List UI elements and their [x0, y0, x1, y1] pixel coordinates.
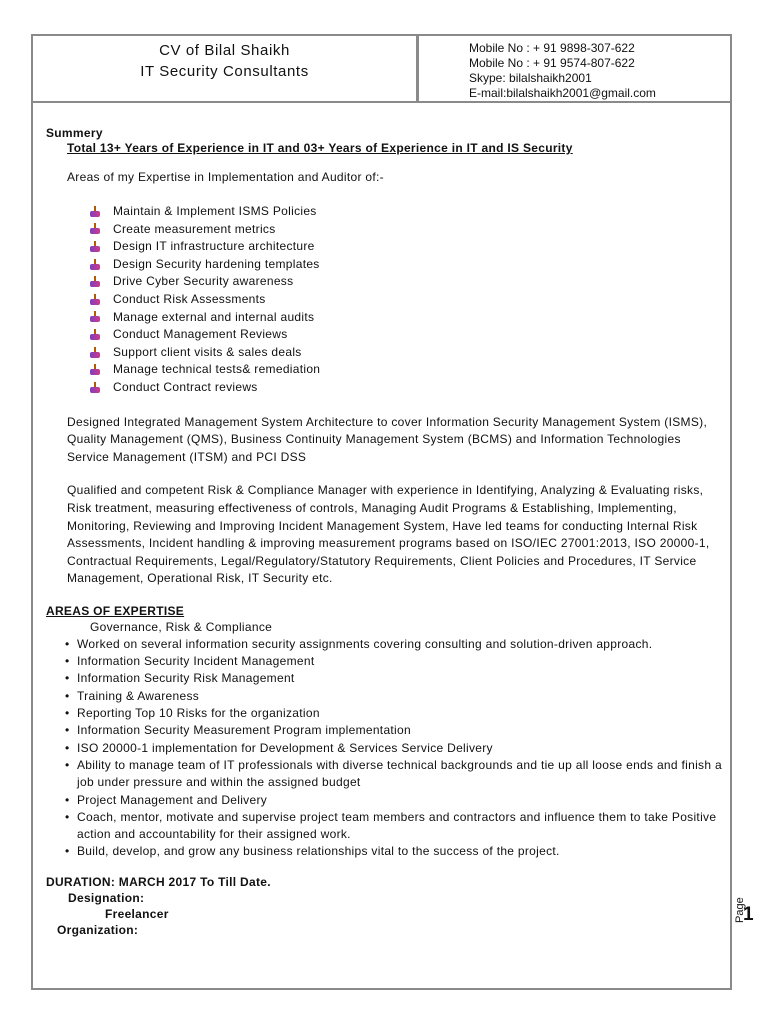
duration-line: DURATION: MARCH 2017 To Till Date.: [46, 874, 271, 889]
pushpin-icon: [89, 276, 102, 288]
designation-value: Freelancer: [105, 906, 169, 921]
list-item: Design Security hardening templates: [89, 256, 726, 274]
pushpin-icon: [89, 382, 102, 394]
pushpin-icon: [89, 347, 102, 359]
cv-body: [46, 126, 726, 939]
contact-mobile-2: Mobile No : + 91 9574-807-622: [469, 56, 635, 70]
list-item: • Worked on several information security assignments covering consulting and solution-driven approach.: [65, 636, 726, 653]
organization-label: Organization:: [57, 922, 139, 937]
list-item: Conduct Risk Assessments: [89, 291, 726, 309]
summary-headline: Total 13+ Years of Experience in IT and 03+ Years of Experience in IT and IS Security: [67, 141, 573, 155]
list-item: Conduct Contract reviews: [89, 379, 726, 397]
expertise-subheading: Governance, Risk & Compliance: [90, 619, 273, 634]
list-item: • Training & Awareness: [65, 688, 726, 705]
expertise-bullet-list: [89, 203, 726, 397]
list-item: Drive Cyber Security awareness: [89, 273, 726, 291]
list-item: Manage external and internal audits: [89, 309, 726, 327]
header-divider: [416, 34, 419, 103]
list-item: • Information Security Incident Management: [65, 653, 726, 670]
pushpin-icon: [89, 206, 102, 218]
list-item: • Project Management and Delivery: [65, 792, 726, 809]
pushpin-icon: [89, 294, 102, 306]
pushpin-icon: [89, 329, 102, 341]
pushpin-icon: [89, 364, 102, 376]
areas-intro: Areas of my Expertise in Implementation and Auditor of:-: [67, 170, 384, 184]
page-number: 1: [743, 904, 754, 925]
list-item: Design IT infrastructure architecture: [89, 238, 726, 256]
list-item: • ISO 20000-1 implementation for Development & Services Service Delivery: [65, 740, 726, 757]
page-word: Page: [734, 897, 746, 923]
summary-paragraph-risk: Qualified and competent Risk & Compliance Manager with experience in Identifying, Analyzing & Evaluating risks, Risk treatment, measuring effectiveness of controls, Managing Audit Programs & Establishing, Implementing, Monitoring, Reviewing and Improving Incident Management System, Have led teams for conducting Internal Risk Assessments, Incident handling & improving measurement programs based on ISO/IEC 27001:2013, ISO 20000-1, Contractual Requirements, Legal/Regulatory/Statutory Requirements, Client Policies and Procedures, IT Service Management, Operational Risk, IT Security etc.: [67, 483, 710, 586]
areas-of-expertise-heading: AREAS OF EXPERTISE: [46, 603, 185, 618]
list-item: • Information Security Measurement Program implementation: [65, 722, 726, 739]
contact-mobile-1: Mobile No : + 91 9898-307-622: [469, 41, 635, 55]
list-item: Support client visits & sales deals: [89, 344, 726, 362]
contact-info: [469, 41, 656, 101]
list-item: Create measurement metrics: [89, 221, 726, 239]
list-item: Manage technical tests& remediation: [89, 361, 726, 379]
cv-title-role: IT Security Consultants: [140, 63, 309, 80]
pushpin-icon: [89, 311, 102, 323]
pushpin-icon: [89, 241, 102, 253]
summary-label: Summery: [46, 126, 103, 140]
contact-email: E-mail:bilalshaikh2001@gmail.com: [469, 86, 656, 100]
page-number-marker: [730, 897, 762, 949]
cv-title-name: CV of Bilal Shaikh: [159, 42, 290, 59]
list-item: • Build, develop, and grow any business relationships vital to the success of the project.: [65, 843, 726, 860]
list-item: Conduct Management Reviews: [89, 326, 726, 344]
cv-title: [33, 40, 416, 82]
pushpin-icon: [89, 259, 102, 271]
summary-paragraph-ims: Designed Integrated Management System Architecture to cover Information Security Management System (ISMS), Quality Management (QMS), Business Continuity Management System (BCMS) and Information Technologies Service Management (ITSM) and PCI DSS: [67, 414, 708, 464]
designation-label: Designation:: [68, 890, 145, 905]
expertise-list: [65, 636, 726, 861]
contact-skype: Skype: bilalshaikh2001: [469, 71, 592, 85]
list-item: • Information Security Risk Management: [65, 670, 726, 687]
list-item: • Ability to manage team of IT professionals with diverse technical backgrounds and tie up all loose ends and finish a job under pressure and within the assigned budget: [65, 757, 726, 792]
list-item: • Reporting Top 10 Risks for the organization: [65, 705, 726, 722]
list-item: Maintain & Implement ISMS Policies: [89, 203, 726, 221]
list-item: • Coach, mentor, motivate and supervise project team members and contractors and influence them to take Positive action and accountability for their assigned work.: [65, 809, 726, 844]
pushpin-icon: [89, 223, 102, 235]
